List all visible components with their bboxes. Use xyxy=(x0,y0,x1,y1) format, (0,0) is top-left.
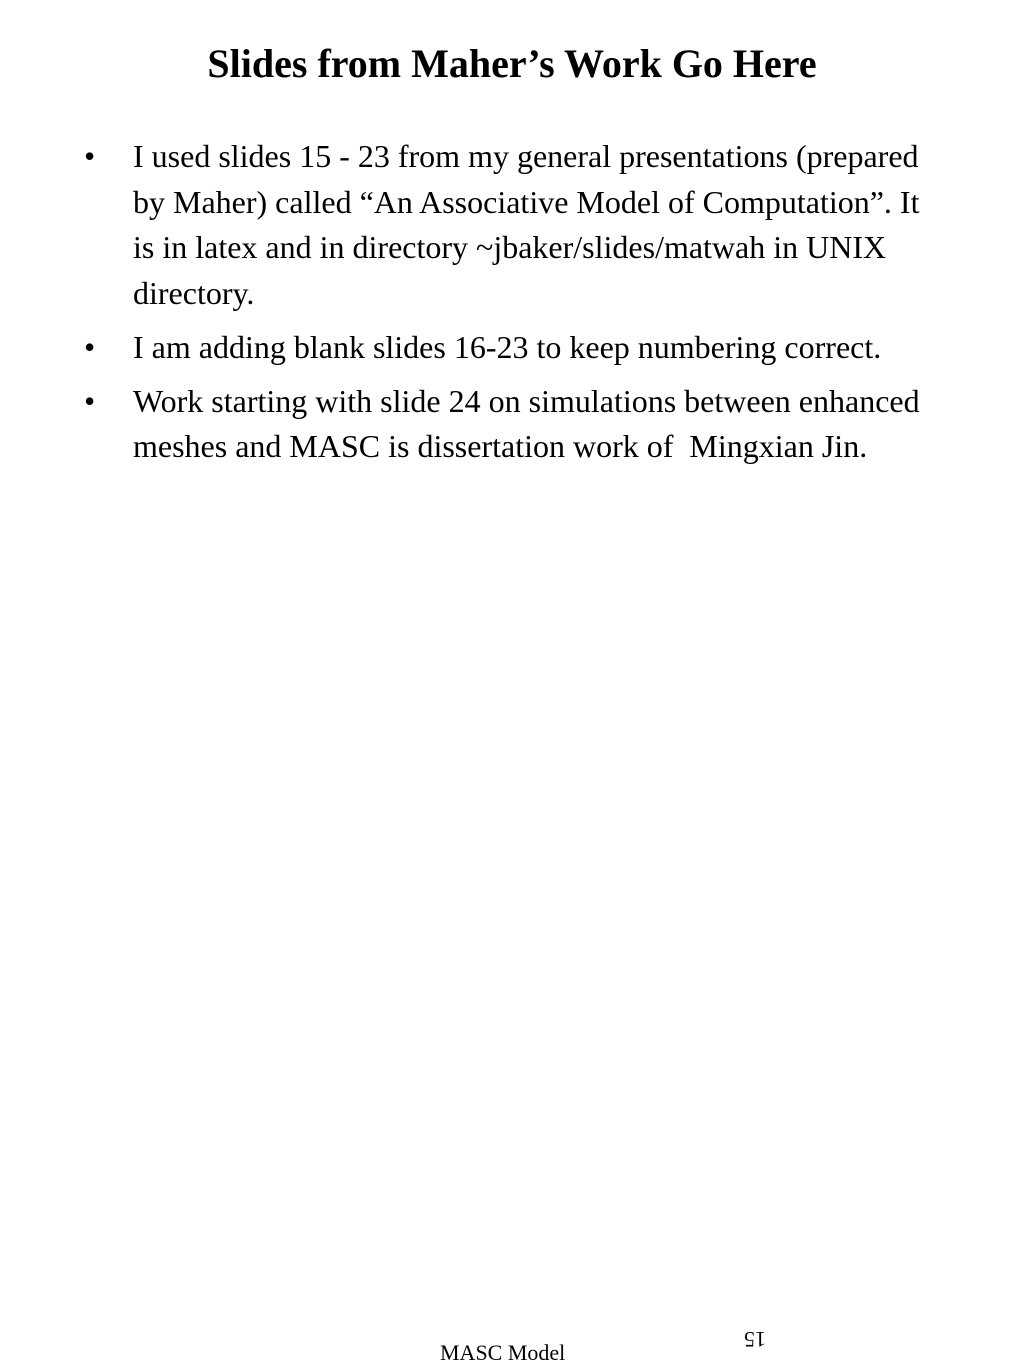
bullet-list xyxy=(76,134,936,478)
bullet-mark: • xyxy=(84,328,96,365)
bullet-text: I used slides 15 - 23 from my general presentations (prepared by Maher) called “An Associative Model of Computation”. It is in latex and in directory ~jbaker/slides/matwah in UNIX directory. xyxy=(133,138,920,311)
bullet-mark: • xyxy=(84,382,96,419)
bullet-item xyxy=(76,134,936,316)
bullet-text: Work starting with slide 24 on simulations between enhanced meshes and MASC is dissertation work of Mingxian Jin. xyxy=(133,382,928,464)
footer-label: MASC Model xyxy=(440,1340,566,1365)
bullet-mark: • xyxy=(84,138,96,174)
bullet-item xyxy=(76,379,936,470)
slide-title: Slides from Maher’s Work Go Here xyxy=(207,41,817,86)
bullet-item xyxy=(76,325,936,371)
page-number: 15 xyxy=(744,1327,766,1352)
bullet-text: I am adding blank slides 16-23 to keep numbering correct. xyxy=(133,328,882,365)
